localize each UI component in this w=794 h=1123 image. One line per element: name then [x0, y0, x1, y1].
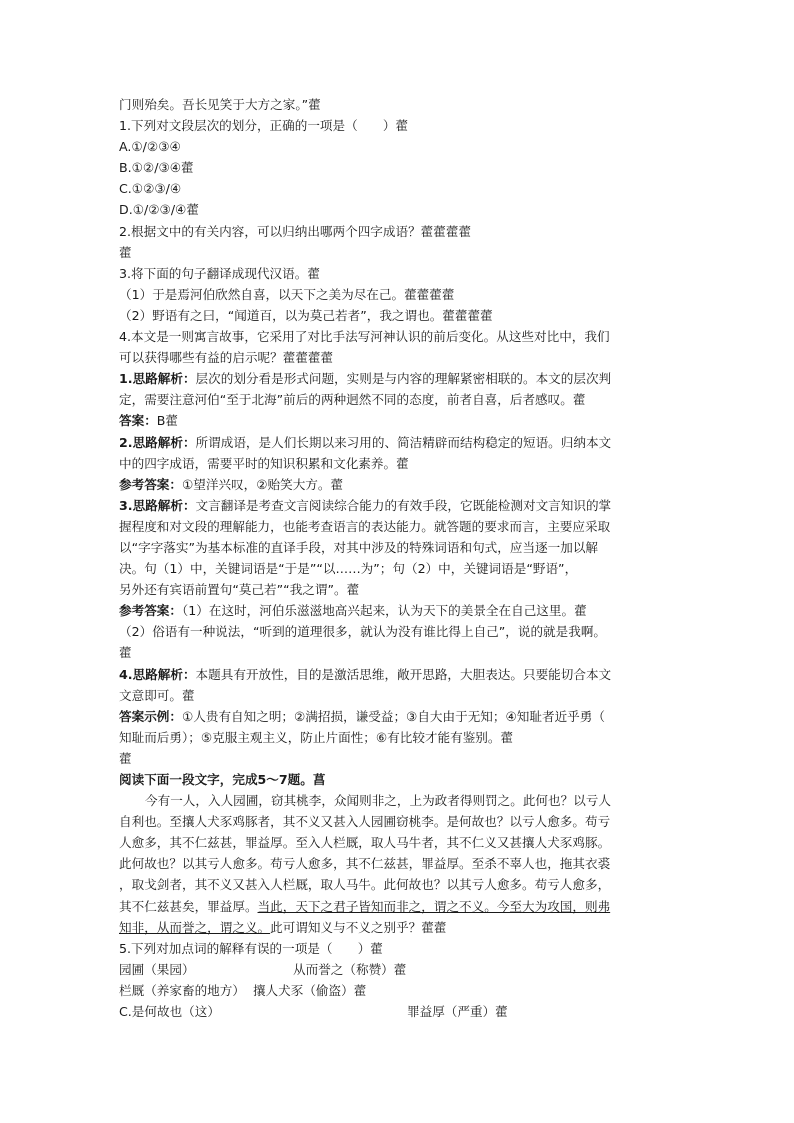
analysis-label: 思路解析： — [132, 371, 196, 387]
passage-line: 此何故也？以其亏人愈多。苟亏人愈多，其不仁兹甚，罪益厚。至杀不辜人也，拖其衣裘 — [119, 856, 611, 872]
question-3: 3.将下面的句子翻译成现代汉语。藿 — [119, 265, 320, 281]
underlined-text: 知非，从而誉之，谓之义。 — [119, 919, 271, 935]
question-4-cont: 可以获得哪些有益的启示呢？藿藿藿藿 — [119, 350, 334, 366]
analysis-text: 本题具有开放性，目的是激活思维，敞开思路，大胆表达。只要能切合本文 — [195, 666, 612, 682]
text-line: 以“字字落实”为基本标准的直译手段，对其中涉及的特殊词语和句式，应当逐一加以解 — [119, 539, 599, 555]
ref-answer-label: 参考答案： — [119, 476, 182, 492]
option-row — [119, 959, 679, 980]
option-text: 园圃（果园） — [119, 961, 195, 977]
underlined-text: 当此，天下之君子皆知而非之，谓之不义。今至大为攻国，则弗 — [257, 898, 611, 914]
question-3-item-1: （1）于是焉河伯欣然自喜，以天下之美为尽在己。藿藿藿藿 — [119, 286, 455, 302]
answer-text: ①人贵有自知之明；②满招损，谦受益；③自大由于无知；④知耻者近乎勇（ — [181, 708, 605, 724]
text-line: 藿 — [119, 750, 132, 766]
answer-example-4 — [119, 706, 679, 727]
answer-example-label: 答案示例： — [119, 708, 182, 724]
question-5: 5.下列对加点词的解释有误的一项是（ ）藿 — [119, 940, 383, 956]
option-row — [119, 1001, 679, 1022]
passage-text: 此可谓知义与不义之别乎？藿藿 — [270, 919, 447, 935]
text-line: （2）俗语有一种说法，“听到的道理很多，就认为没有谁比得上自己”，说的就是我啊。 — [119, 624, 607, 640]
option-a: A.①/②③④ — [119, 139, 181, 155]
option-b: B.①②/③④藿 — [119, 160, 194, 176]
document-page — [119, 94, 679, 1022]
text-line: 藿 — [119, 244, 132, 260]
passage-line: 自利也。至攘人犬豕鸡豚者，其不义又甚入人园圃窃桃李。是何故也？以亏人愈多。苟亏 — [119, 814, 611, 830]
q-number: 4. — [119, 666, 133, 682]
analysis-text: 所谓成语，是人们长期以来习用的、简洁精辟而结构稳定的短语。归纳本文 — [195, 434, 612, 450]
ref-answer-label: 参考答案： — [119, 603, 182, 619]
question-4: 4.本文是一则寓言故事，它采用了对比手法写河神认识的前后变化。从这些对比中，我们 — [119, 329, 610, 345]
analysis-text: 文言翻译是考查文言阅读综合能力的有效手段，它既能检测对文言知识的掌 — [195, 497, 612, 513]
reading-heading: 阅读下面一段文字，完成5～7题。菖 — [119, 772, 326, 787]
analysis-label: 思路解析： — [132, 666, 196, 682]
option-row: 栏厩（养家畜的地方） 攘人犬豕（偷盗）藿 — [119, 982, 367, 998]
analysis-2 — [119, 432, 679, 453]
q-number: 3. — [119, 497, 133, 513]
passage-line — [119, 917, 679, 938]
answer-text: （1）在这时，河伯乐滋滋地高兴起来，认为天下的美景全在自己这里。藿 — [181, 603, 587, 619]
analysis-4 — [119, 664, 679, 685]
passage-line — [119, 896, 679, 917]
q-number: 2. — [119, 434, 133, 450]
text-line: 定，需要注意河伯“至于北海”前后的两种迥然不同的态度，前者自喜，后者感叹。藿 — [119, 392, 586, 408]
option-text: 从而誉之（称赞）藿 — [293, 961, 407, 977]
text-line: 门则殆矣。吾长见笑于大方之家。”藿 — [119, 97, 321, 112]
ref-answer-2 — [119, 474, 679, 495]
ref-answer-3 — [119, 600, 679, 621]
question-3-item-2: （2）野语有之曰，“闻道百，以为莫己若者”，我之谓也。藿藿藿藿 — [119, 307, 493, 323]
analysis-3 — [119, 495, 679, 516]
question-1: 1.下列对文段层次的划分，正确的一项是（ ）藿 — [119, 118, 409, 134]
answer-text: B藿 — [156, 413, 179, 429]
text-line: 文意即可。藿 — [119, 687, 195, 703]
text-line: 握程度和对文段的理解能力，也能考查语言的表达能力。就答题的要求而言，主要应采取 — [119, 518, 611, 534]
question-2: 2.根据文中的有关内容，可以归纳出哪两个四字成语？藿藿藿藿 — [119, 223, 472, 239]
answer-1 — [119, 410, 679, 431]
analysis-text: 层次的划分看是形式问题，实则是与内容的理解紧密相联的。本文的层次判 — [195, 371, 612, 387]
text-line: 藿 — [119, 645, 132, 661]
option-d: D.①/②③/④藿 — [119, 202, 199, 218]
passage-line: 今有一人，入人园圃，窃其桃李，众闻则非之，上为政者得则罚之。此何也？以亏人 — [145, 793, 611, 809]
q-number: 1. — [119, 371, 133, 387]
analysis-label: 思路解析： — [132, 497, 196, 513]
text-line: 另外还有宾语前置句“莫己若”“我之谓”。藿 — [119, 582, 360, 598]
answer-text: ①望洋兴叹，②贻笑大方。藿 — [181, 476, 344, 492]
text-line: 决。句（1）中，关键词语是“于是”“以……为”；句（2）中，关键词语是“野语”， — [119, 561, 578, 577]
option-c: C.①②③/④ — [119, 181, 182, 197]
text-line: 中的四字成语，需要平时的知识积累和文化素养。藿 — [119, 455, 409, 471]
passage-line: 人愈多，其不仁兹甚，罪益厚。至入人栏厩，取人马牛者，其不仁义又甚攘人犬豕鸡豚。 — [119, 835, 611, 851]
analysis-1 — [119, 368, 679, 389]
analysis-label: 思路解析： — [132, 434, 196, 450]
option-text: 罪益厚（严重）藿 — [407, 1004, 508, 1020]
option-text: C.是何故也（这） — [119, 1004, 220, 1020]
passage-line: ，取戈剑者，其不义又甚入人栏厩，取人马牛。此何故也？以其亏人愈多。苟亏人愈多， — [119, 877, 611, 893]
passage-text: 其不仁兹甚矣，罪益厚。 — [119, 898, 258, 914]
text-line: 知耻而后勇）；⑤克服主观主义，防止片面性；⑥有比较才能有鉴别。藿 — [119, 729, 514, 745]
answer-label: 答案： — [119, 413, 157, 429]
